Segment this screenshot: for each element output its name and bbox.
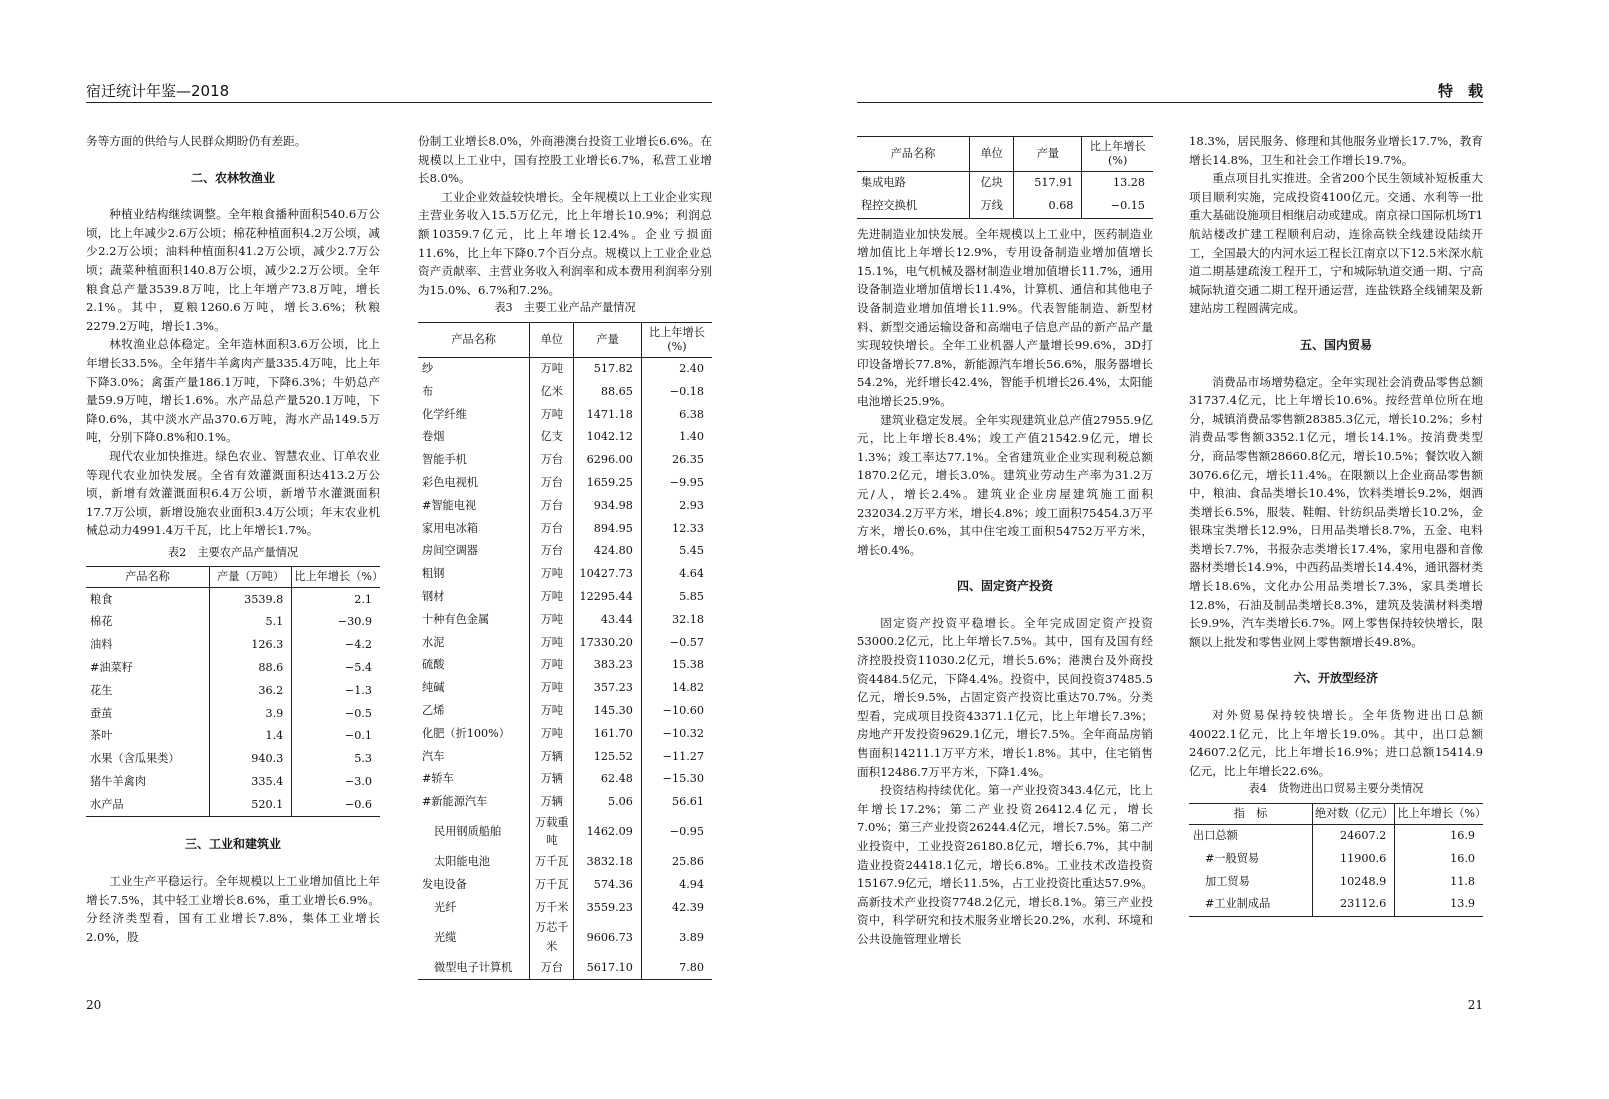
table-cell: 1042.12 [574, 426, 642, 449]
table-cell: 13.9 [1395, 893, 1483, 916]
table-cell: 5.85 [641, 586, 712, 609]
table-cell: 万千米 [530, 897, 574, 920]
table-row [86, 748, 380, 771]
table-cell: 粮食 [90, 592, 113, 606]
paragraph: 对外贸易保持较快增长。全年货物进出口总额40022.1亿元，比上年增长19.0%。其中，出口总额24607.2亿元，比上年增长16.9%；进口总额15414.9亿元，比上年增长22.6%。 [1189, 708, 1483, 778]
intro-text: 务等方面的供给与人民群众期盼仍有差距。 [86, 134, 307, 148]
table-cell: 125.52 [574, 745, 642, 768]
table-cell: 11.8 [1395, 871, 1483, 894]
table-cell: 17330.20 [574, 632, 642, 655]
table-header: 产量 [574, 322, 642, 357]
table-cell: 520.1 [209, 794, 291, 817]
table-cell: 化学纤维 [422, 407, 467, 421]
table-cell: 88.65 [574, 381, 642, 404]
table-row [418, 814, 712, 851]
running-header-left: 宿迁统计年鉴—2018 [86, 82, 230, 100]
table-cell: 32.18 [641, 609, 712, 632]
table-cell: 26.35 [641, 449, 712, 472]
table-cell: 万吨 [530, 404, 574, 427]
table-cell: 万千瓦 [530, 874, 574, 897]
table-row [418, 609, 712, 632]
table-cell: 万吨 [530, 586, 574, 609]
table-cell: 万台 [530, 957, 574, 980]
table-row [418, 381, 712, 404]
paragraph: 消费品市场增势稳定。全年实现社会消费品零售总额31737.4亿元，比上年增长10.6%。按经营单位所在地分，城镇消费品零售额28385.3亿元，增长10.2%；乡村消费品零售额3352.1亿元，增长14.1%。按消费类型分，商品零售额28660.8亿元，增长10.5%；餐饮收入额3076.6亿元，增长11.4%。在限额以上企业商品零售额中，粮油、食品类增长10.4%，饮料类增长9.2%，烟酒类增长6.5%，服装、鞋帽、针纺织品类增长10.2%，金银珠宝类增长12.9%，日用品类增长8.7%，五金、电料类增长7.7%，书报杂志类增长17.4%，家用电器和音像器材类增长14.9%，中西药品类增长14.4%，通讯器材类增长18.6%，文化办公用品类增长7.3%，家具类增长12.8%，石油及制品类增长8.3%，建筑及装潢材料类增长9.9%，汽车类增长6.7%。网上零售保持较快增长，限额以上批发和零售业网上零售额增长49.8%。 [1189, 374, 1483, 649]
table-cell: 万辆 [530, 791, 574, 814]
table-cell: 汽车 [422, 749, 445, 763]
table-row [418, 357, 712, 380]
table-cell: #智能电视 [422, 498, 477, 512]
table-cell: 4.94 [641, 874, 712, 897]
table-row [418, 957, 712, 980]
table-row [418, 518, 712, 541]
table-row [418, 426, 712, 449]
table-row [418, 700, 712, 723]
table-caption: 表3 主要工业产品产量情况 [494, 301, 636, 315]
paragraph: 18.3%，居民服务、修理和其他服务业增长17.7%，教育增长14.8%，卫生和社会工作增长19.7%。 [1189, 134, 1483, 167]
table-row [418, 677, 712, 700]
section-title: 三、工业和建筑业 [184, 837, 281, 852]
table-cell: 1659.25 [574, 472, 642, 495]
table-row [418, 768, 712, 791]
table-row [857, 172, 1153, 195]
table-row [1189, 871, 1483, 894]
table-cell: 3539.8 [209, 588, 291, 611]
table-cell: 万吨 [530, 609, 574, 632]
table-cell: 12.33 [641, 518, 712, 541]
table-cell: 猪牛羊禽肉 [90, 774, 146, 788]
table-header: 产品名称 [418, 322, 530, 357]
paragraph: 现代农业加快推进。绿色农业、智慧农业、订单农业等现代农业加快发展。全省有效灌溉面积达413.2万公顷，新增有效灌溉面积6.4万公顷，新增节水灌溉面积17.7万公顷，新增设施农业面积3.4万公顷；年末农业机械总动力4991.4万千瓦，比上年增长1.7%。 [86, 448, 380, 538]
table-row [86, 611, 380, 634]
table-row [86, 680, 380, 703]
table-row [86, 725, 380, 748]
table-cell: 16.9 [1395, 825, 1483, 848]
table-cell: −11.27 [641, 745, 712, 768]
table-row [418, 404, 712, 427]
table-cell: 5.45 [641, 540, 712, 563]
table-cell: 7.80 [641, 957, 712, 980]
table-row [418, 563, 712, 586]
table-cell: 14.82 [641, 677, 712, 700]
table-header: 单位 [530, 322, 574, 357]
table-row [86, 702, 380, 725]
table-cell: 万吨 [530, 632, 574, 655]
table-cell: 517.91 [1014, 172, 1082, 195]
table-cell: 23112.6 [1312, 893, 1394, 916]
table-2 [86, 566, 384, 817]
table-cell: 1471.18 [574, 404, 642, 427]
table-cell: #新能源汽车 [422, 795, 488, 809]
table-row [86, 771, 380, 794]
table-cell: 3.9 [209, 702, 291, 725]
table-4 [1189, 803, 1487, 917]
table-cell: 126.3 [209, 634, 291, 657]
table-cell: −0.1 [292, 725, 380, 748]
table-cell: 蚕茧 [90, 706, 113, 720]
table-cell: 1.4 [209, 725, 291, 748]
table-cell: −30.9 [292, 611, 380, 634]
table-cell: 发电设备 [422, 877, 467, 891]
table-cell: 3559.23 [574, 897, 642, 920]
right-page [849, 0, 1609, 1099]
table-cell: 棉花 [90, 615, 113, 629]
table-cell: −0.15 [1082, 195, 1153, 218]
table-cell: 水果（含瓜果类） [90, 752, 180, 766]
table-cell: 6.38 [641, 404, 712, 427]
table-cell: 化肥（折100%） [422, 726, 510, 740]
table-cell: 24607.2 [1312, 825, 1394, 848]
table-cell: 25.86 [641, 851, 712, 874]
table-cell: −5.4 [292, 657, 380, 680]
table-row [418, 472, 712, 495]
table-cell: 十种有色金属 [422, 612, 490, 626]
table-header: 产品名称 [857, 137, 969, 172]
table-header: 单位 [969, 137, 1013, 172]
table-cell: 微型电子计算机 [418, 957, 530, 980]
table-cell: 5.1 [209, 611, 291, 634]
table-cell: −10.60 [641, 700, 712, 723]
table-cell: 3832.18 [574, 851, 642, 874]
table-cell: 43.44 [574, 609, 642, 632]
table-cell: 万吨 [530, 654, 574, 677]
table-cell: 5.06 [574, 791, 642, 814]
table-cell: 56.61 [641, 791, 712, 814]
section-title: 五、国内贸易 [1299, 337, 1372, 352]
paragraph: 份制工业增长8.0%，外商港澳台投资工业增长6.6%。在规模以上工业中，国有控股工业增长6.7%，私营工业增长8.0%。 [418, 134, 712, 186]
table-cell: 894.95 [574, 518, 642, 541]
table-cell: −15.30 [641, 768, 712, 791]
table-cell: −1.3 [292, 680, 380, 703]
table-cell: 彩色电视机 [422, 476, 478, 490]
table-row [857, 195, 1153, 218]
table-cell: 3.89 [641, 919, 712, 956]
table-header: 产量 [1014, 137, 1082, 172]
table-cell: 水产品 [86, 794, 209, 817]
table-cell: 36.2 [209, 680, 291, 703]
table-cell: 布 [422, 384, 434, 398]
table-cell: 纱 [422, 362, 434, 376]
column-3 [857, 136, 1153, 949]
table-3 [418, 322, 712, 981]
table-cell: 集成电路 [861, 176, 906, 190]
table-cell: 145.30 [574, 700, 642, 723]
table-cell: 5617.10 [574, 957, 642, 980]
table-cell: 万台 [530, 472, 574, 495]
table-cell: 万线 [969, 195, 1013, 218]
table-caption: 表2 主要农产品产量情况 [167, 545, 299, 559]
table-cell: −0.95 [641, 814, 712, 851]
table-cell: 15.38 [641, 654, 712, 677]
section-title: 二、农林牧渔业 [190, 170, 275, 185]
table-cell: 光缆 [434, 930, 457, 944]
table-cell: 6296.00 [574, 449, 642, 472]
table-row [418, 851, 712, 874]
table-cell: 万芯千米 [530, 919, 574, 956]
table-cell: 万吨 [530, 677, 574, 700]
table-cell: #轿车 [422, 772, 454, 786]
table-cell: 383.23 [574, 654, 642, 677]
table-cell: 亿米 [530, 381, 574, 404]
table-cell: 574.36 [574, 874, 642, 897]
table-cell: 2.93 [641, 495, 712, 518]
table-row [418, 723, 712, 746]
table-cell: 油料 [90, 638, 113, 652]
table-cell: 357.23 [574, 677, 642, 700]
table-row [86, 657, 380, 680]
table-cell: 4.64 [641, 563, 712, 586]
table-row [1189, 848, 1483, 871]
column-4 [1189, 132, 1487, 917]
table-cell: 万台 [530, 540, 574, 563]
section-title: 六、开放型经济 [1293, 671, 1378, 686]
table-cell: 9606.73 [574, 919, 642, 956]
page-number: 21 [1467, 998, 1483, 1012]
table-cell: 万载重吨 [530, 814, 574, 851]
column-1 [86, 132, 384, 946]
table-cell: 2.40 [641, 357, 712, 380]
table-cell: −0.18 [641, 381, 712, 404]
table-row [86, 588, 380, 611]
table-cell: 万千瓦 [530, 851, 574, 874]
table-cell: 2.1 [292, 588, 380, 611]
table-cell: 88.6 [209, 657, 291, 680]
table-header: 绝对数（亿元） [1312, 804, 1394, 825]
table-cell: −4.2 [292, 634, 380, 657]
table-2-body [86, 588, 380, 817]
table-row [418, 586, 712, 609]
table-caption: 表4 货物进出口贸易主要分类情况 [1248, 782, 1424, 796]
paragraph: 工业生产平稳运行。全年规模以上工业增加值比上年增长7.5%，其中轻工业增长8.6%，重工业增长6.9%。分经济类型看，国有工业增长7.8%，集体工业增长2.0%，股 [86, 874, 380, 944]
running-header-right: 特 载 [1437, 82, 1483, 100]
table-cell: 424.80 [574, 540, 642, 563]
table-cell: −0.6 [292, 794, 380, 817]
table-cell: 13.28 [1082, 172, 1153, 195]
table-cell: 硫酸 [422, 658, 445, 672]
paragraph: 先进制造业加快发展。全年规模以上工业中，医药制造业增加值比上年增长12.9%，专用设备制造业增加值增长15.1%，电气机械及器材制造业增加值增长11.7%，通用设备制造业增加值增长11.4%，计算机、通信和其他电子设备制造业增加值增长11.9%。代表智能制造、新型材料、新型交通运输设备和高端电子信息产品的新产品产量实现较快增长。全年工业机器人产量增长99.6%，3D打印设备增长77.8%，新能源汽车增长56.6%，服务器增长54.2%，光纤增长42.4%，智能手机增长26.4%，太阳能电池增长25.9%。 [857, 226, 1153, 408]
table-cell: 粗钢 [422, 567, 445, 581]
table-cell: 家用电冰箱 [422, 521, 478, 535]
table-cell: 亿支 [530, 426, 574, 449]
table-cell: −3.0 [292, 771, 380, 794]
table-row [1189, 893, 1483, 916]
column-2 [418, 132, 712, 980]
table-cell: 房间空调器 [422, 544, 478, 558]
page-number: 20 [86, 998, 102, 1012]
table-header: 比上年增长(%) [641, 322, 712, 357]
paragraph: 种植业结构继续调整。全年粮食播种面积540.6万公顷，比上年减少2.6万公顷；棉花种植面积4.2万公顷，减少2.2万公顷；油料种植面积41.2万公顷，减少2.7万公顷；蔬菜种植面积140.8万公顷，减少2.2万公顷。全年粮食总产量3539.8万吨，比上年增产73.8万吨，增长2.1%。其中，夏粮1260.6万吨，增长3.6%；秋粮2279.2万吨，增长1.3%。 [86, 207, 380, 333]
table-row [418, 654, 712, 677]
table-cell: 517.82 [574, 357, 642, 380]
table-row [418, 449, 712, 472]
table-cell: 卷烟 [422, 430, 445, 444]
table-header: 产品名称 [86, 567, 209, 588]
table-continued-body [857, 172, 1153, 219]
table-cell: 太阳能电池 [434, 855, 490, 869]
table-cell: 12295.44 [574, 586, 642, 609]
table-row [418, 874, 712, 897]
table-header: 指 标 [1189, 804, 1312, 825]
table-header: 产量（万吨） [209, 567, 291, 588]
table-row [418, 632, 712, 655]
table-row [418, 791, 712, 814]
table-cell: 1462.09 [574, 814, 642, 851]
table-cell: 161.70 [574, 723, 642, 746]
table-4-body [1189, 825, 1483, 917]
table-cell: 335.4 [209, 771, 291, 794]
table-cell: 万辆 [530, 745, 574, 768]
table-header: 比上年增长（%） [1395, 804, 1483, 825]
header-rule [86, 102, 712, 103]
table-cell: 万台 [530, 518, 574, 541]
table-cell: 42.39 [641, 897, 712, 920]
table-cell: 亿块 [969, 172, 1013, 195]
paragraph: 建筑业稳定发展。全年实现建筑业总产值27955.9亿元，比上年增长8.4%；竣工产值21542.9亿元，增长1.3%；竣工率达77.1%。全省建筑业企业实现利税总额1870.2亿元，增长3.0%。建筑业劳动生产率为31.2万元/人，增长2.4%。建筑业企业房屋建筑施工面积232034.2万平方米，增长4.8%；竣工面积75454.3万平方米，增长0.6%，其中住宅竣工面积54752万平方米，增长0.4%。 [857, 412, 1153, 557]
table-row [418, 919, 712, 956]
table-cell: 光纤 [434, 900, 457, 914]
table-cell: 5.3 [292, 748, 380, 771]
table-cell: −10.32 [641, 723, 712, 746]
table-cell: 出口总额 [1193, 829, 1238, 843]
table-cell: 智能手机 [422, 453, 467, 467]
table-header: 比上年增长（%） [292, 567, 380, 588]
table-cell: 10248.9 [1312, 871, 1394, 894]
left-page [0, 0, 760, 1099]
table-cell: 程控交换机 [857, 195, 969, 218]
table-cell: 花生 [90, 683, 113, 697]
table-cell: 940.3 [209, 748, 291, 771]
table-cell: 万辆 [530, 768, 574, 791]
table-cell: #一般贸易 [1205, 851, 1260, 865]
table-cell: #工业制成品 [1189, 893, 1312, 916]
table-cell: 水泥 [422, 635, 445, 649]
table-row [418, 897, 712, 920]
table-cell: 11900.6 [1312, 848, 1394, 871]
paragraph: 固定资产投资平稳增长。全年完成固定资产投资53000.2亿元，比上年增长7.5%。其中，国有及国有经济控股投资11030.2亿元，增长5.6%；港澳台及外商投资4484.5亿元，下降4.4%。投资中，民间投资37485.5亿元，增长9.5%，占固定资产投资比重达70.7%。分类型看，完成项目投资43371.1亿元，比上年增长7.3%；房地产开发投资9629.1亿元，增长7.5%。全年商品房销售面积14211.1万平方米，增长1.8%。其中，住宅销售面积12486.7万平方米，下降1.4%。 [857, 615, 1153, 779]
paragraph: 林牧渔业总体稳定。全年造林面积3.6万公顷，比上年增长33.5%。全年猪牛羊禽肉产量335.4万吨，比上年下降3.0%；禽蛋产量186.1万吨，下降6.3%；牛奶总产量59.9万吨，增长1.6%。水产品总产量520.1万吨，下降0.6%，其中淡水产品370.6万吨，海水产品149.5万吨，分别下降0.8%和0.1%。 [86, 337, 380, 445]
table-cell: 10427.73 [574, 563, 642, 586]
table-cell: 934.98 [574, 495, 642, 518]
paragraph: 工业企业效益较快增长。全年规模以上工业企业实现主营业务收入15.5万亿元，比上年增长10.9%；利润总额10359.7亿元，比上年增长12.4%。企业亏损面11.6%，比上年下降0.7个百分点。规模以上工业企业总资产贡献率、主营业务收入利润率和成本费用利润率分别为15.0%、6.7%和7.2%。 [418, 189, 712, 297]
table-cell: 62.48 [574, 768, 642, 791]
table-cell: −9.95 [641, 472, 712, 495]
table-cell: 万吨 [530, 700, 574, 723]
table-cell: 万吨 [530, 357, 574, 380]
paragraph: 投资结构持续优化。第一产业投资343.4亿元，比上年增长17.2%；第二产业投资26412.4亿元，增长7.0%；第三产业投资26244.4亿元，增长7.5%。第二产业投资中，工业投资26180.8亿元，增长6.7%，其中制造业投资24418.1亿元，增长6.8%。工业技术改造投资15167.9亿元，增长11.5%，占工业投资比重达57.9%。高新技术产业投资7748.2亿元，增长8.1%。第三产业投资中，科学研究和技术服务业增长20.2%，水利、环境和公共设施管理业增长 [857, 783, 1153, 946]
table-3-body [418, 357, 712, 980]
table-cell: 茶叶 [90, 729, 113, 743]
table-cell: 1.40 [641, 426, 712, 449]
table-cell: 万台 [530, 495, 574, 518]
section-title: 四、固定资产投资 [956, 579, 1053, 594]
table-row [86, 634, 380, 657]
table-cell: 万台 [530, 449, 574, 472]
table-row [418, 745, 712, 768]
table-row [418, 540, 712, 563]
table-cell: 纯碱 [422, 681, 445, 695]
paragraph: 重点项目扎实推进。全省200个民生领域补短板重大项目顺利实施，完成投资4100亿元。交通、水利等一批重大基础设施项目相继启动或建成。南京禄口国际机场T1航站楼改扩建工程顺利启动，连徐高铁全线建设陆续开工，全国最大的内河水运工程长江南京以下12.5米深水航道二期基建疏浚工程开工，宁和城际轨道交通一期、宁高城际轨道交通二期工程开通运营，连盐铁路全线铺架及新建站房工程圆满完成。 [1189, 171, 1483, 316]
table-cell: 0.68 [1014, 195, 1082, 218]
table-row [1189, 825, 1483, 848]
table-row [418, 495, 712, 518]
table-cell: 16.0 [1395, 848, 1483, 871]
table-cell: 加工贸易 [1205, 874, 1250, 888]
header-rule [857, 102, 1483, 103]
table-cell: −0.57 [641, 632, 712, 655]
table-cell: #油菜籽 [90, 660, 133, 674]
table-cell: 钢材 [422, 590, 445, 603]
table-cell: 万吨 [530, 563, 574, 586]
table-row [86, 794, 380, 817]
table-cell: −0.5 [292, 702, 380, 725]
table-3-continued [857, 136, 1153, 219]
table-header: 比上年增长(%) [1082, 137, 1153, 172]
table-cell: 万吨 [530, 723, 574, 746]
table-cell: 民用钢质船舶 [434, 825, 502, 839]
table-cell: 乙烯 [422, 703, 445, 717]
